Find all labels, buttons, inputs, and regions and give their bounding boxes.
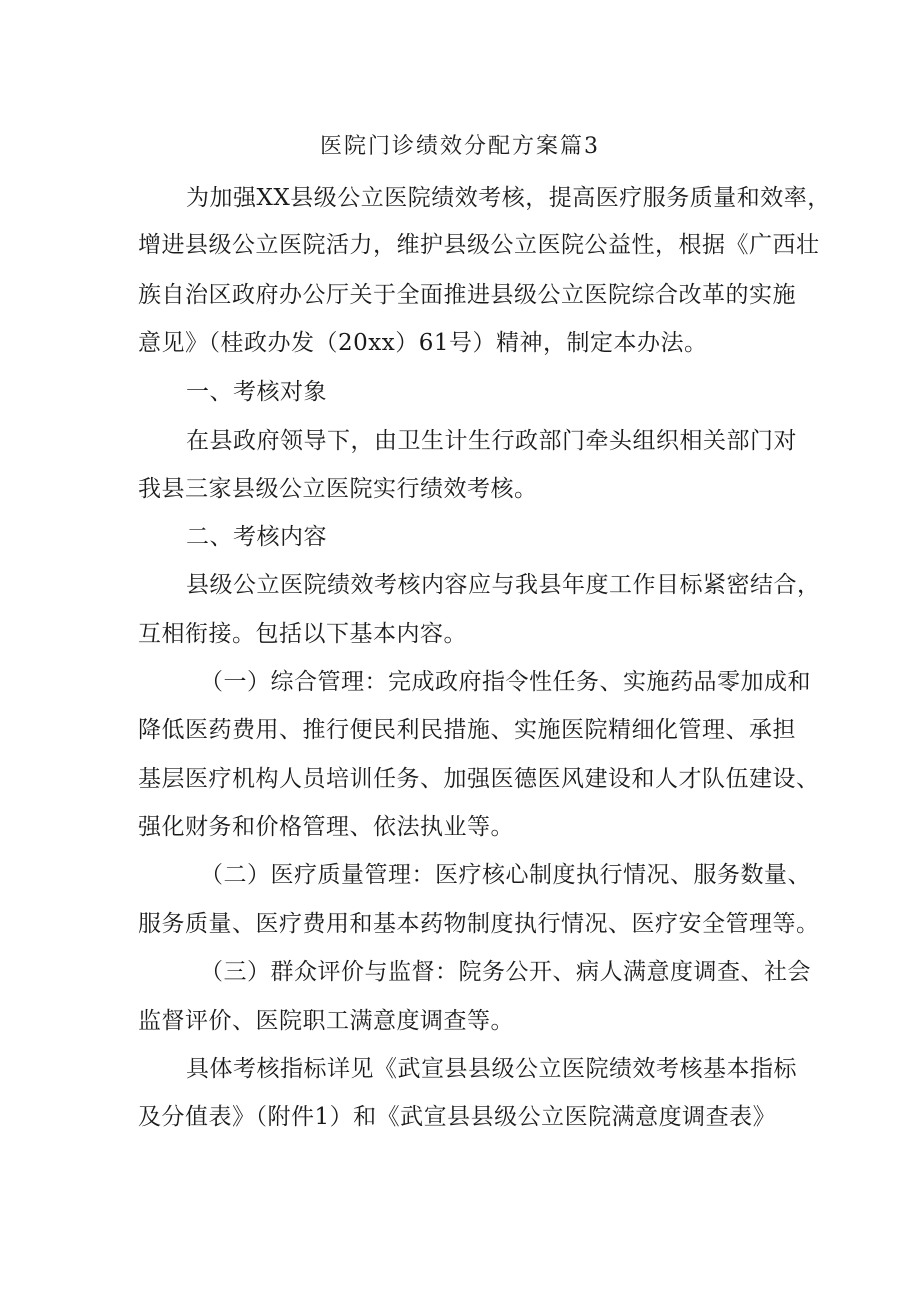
paragraph-line: 降低医药费用、推行便民利民措施、实施医院精细化管理、承担 bbox=[138, 717, 796, 743]
paragraph-line: 及分值表》（附件1）和《武宣县县级公立医院满意度调查表》 bbox=[138, 1104, 777, 1130]
paragraph-line: 互相衔接。包括以下基本内容。 bbox=[138, 621, 467, 647]
paragraph-line: 强化财务和价格管理、依法执业等。 bbox=[138, 814, 514, 840]
paragraph-line: （二）医疗质量管理：医疗核心制度执行情况、服务数量、 bbox=[200, 862, 811, 888]
section-heading: 二、考核内容 bbox=[186, 524, 327, 550]
paragraph-line: 具体考核指标详见《武宣县县级公立医院绩效考核基本指标 bbox=[186, 1056, 797, 1082]
paragraph-line: 基层医疗机构人员培训任务、加强医德医风建设和人才队伍建设、 bbox=[138, 766, 820, 792]
paragraph-line: 监督评价、医院职工满意度调查等。 bbox=[138, 1008, 514, 1034]
document-title: 医院门诊绩效分配方案篇3 bbox=[320, 134, 600, 159]
paragraph-line: 为加强XX县级公立医院绩效考核，提高医疗服务质量和效率， bbox=[186, 185, 831, 211]
paragraph-line: 意见》（桂政办发（20xx）61号）精神，制定本办法。 bbox=[138, 330, 708, 356]
section-heading: 一、考核对象 bbox=[186, 379, 327, 405]
paragraph-line: 增进县级公立医院活力，维护县级公立医院公益性，根据《广西壮 bbox=[138, 232, 820, 258]
paragraph-line: （三）群众评价与监督：院务公开、病人满意度调查、社会 bbox=[200, 959, 811, 985]
paragraph-line: 族自治区政府办公厅关于全面推进县级公立医院综合改革的实施 bbox=[138, 282, 796, 308]
paragraph-line: 服务质量、医疗费用和基本药物制度执行情况、医疗安全管理等。 bbox=[138, 911, 820, 937]
paragraph-line: 在县政府领导下，由卫生计生行政部门牵头组织相关部门对 bbox=[186, 428, 797, 454]
paragraph-line: 我县三家县级公立医院实行绩效考核。 bbox=[138, 476, 538, 502]
paragraph-line: （一）综合管理：完成政府指令性任务、实施药品零加成和 bbox=[200, 669, 811, 695]
paragraph-line: 县级公立医院绩效考核内容应与我县年度工作目标紧密结合， bbox=[186, 572, 821, 598]
